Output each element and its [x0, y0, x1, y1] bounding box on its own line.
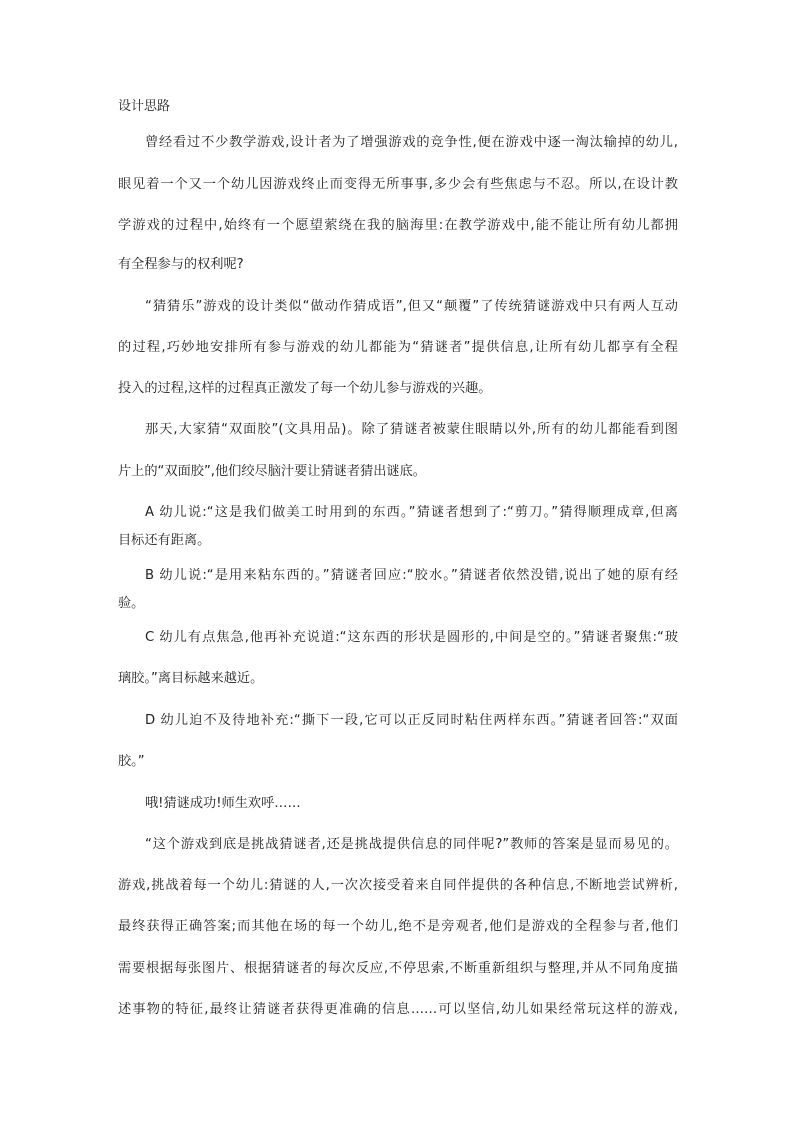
- text-line: D 幼儿迫不及待地补充:“撕下一段,它可以正反同时粘住两样东西。”猜谜者回答:“双面: [145, 713, 678, 728]
- text-line: C 幼儿有点焦急,他再补充说道:“这东西的形状是圆形的,中间是空的。”猜谜者聚焦:“玻: [145, 630, 678, 645]
- text-line: “这个游戏到底是挑战猜谜者,还是挑战提供信息的同伴呢?”教师的答案是显而易见的。: [145, 837, 678, 852]
- text-line: A 幼儿说:“这是我们做美工时用到的东西。”猜谜者想到了:“剪刀。”猜得顺理成章,但离: [145, 505, 678, 520]
- text-line: 胶。”: [118, 754, 145, 769]
- text-line: 需要根据每张图片、根据猜谜者的每次反应,不停思索,不断重新组织与整理,并从不同角度描: [118, 961, 678, 976]
- text-line: 有全程参与的权利呢?: [118, 257, 244, 272]
- text-line: 璃胶。”离目标越来越近。: [118, 671, 264, 686]
- text-line: 目标还有距离。: [118, 533, 211, 548]
- document-title: 设计思路: [118, 99, 171, 114]
- text-line: 的过程,巧妙地安排所有参与游戏的幼儿都能为“猜谜者”提供信息,让所有幼儿都享有全程: [118, 340, 678, 355]
- text-line: 学游戏的过程中,始终有一个愿望萦绕在我的脑海里:在教学游戏中,能不能让所有幼儿都拥: [118, 218, 678, 233]
- text-line: 眼见着一个又一个幼儿因游戏终止而变得无所事事,多少会有些焦虑与不忍。所以,在设计教: [118, 177, 678, 192]
- text-line: “猜猜乐”游戏的设计类似“做动作猜成语”,但又“颠覆”了传统猜谜游戏中只有两人互动: [145, 299, 678, 314]
- text-line: 验。: [118, 596, 145, 611]
- text-line: 述事物的特征,最终让猜谜者获得更准确的信息……可以坚信,幼儿如果经常玩这样的游戏,: [118, 1002, 678, 1017]
- text-line: 片上的“双面胶”,他们绞尽脑汁要让猜谜者猜出谜底。: [118, 464, 426, 479]
- text-line: 最终获得正确答案;而其他在场的每一个幼儿,绝不是旁观者,他们是游戏的全程参与者,他们: [118, 919, 678, 934]
- text-line: 哦!猜谜成功!师生欢呼……: [145, 796, 301, 811]
- text-line: 那天,大家猜“双面胶”(文具用品)。除了猜谜者被蒙住眼睛以外,所有的幼儿都能看到图: [145, 422, 678, 437]
- text-line: 投入的过程,这样的过程真正激发了每一个幼儿参与游戏的兴趣。: [118, 381, 492, 396]
- text-line: 曾经看过不少教学游戏,设计者为了增强游戏的竞争性,便在游戏中逐一淘汰输掉的幼儿,: [145, 135, 678, 150]
- text-line: B 幼儿说:“是用来粘东西的。”猜谜者回应:“胶水。”猜谜者依然没错,说出了她的原有经: [145, 568, 678, 583]
- text-line: 游戏,挑战着每一个幼儿:猜谜的人,一次次接受着来自同伴提供的各种信息,不断地尝试辨析,: [118, 878, 678, 893]
